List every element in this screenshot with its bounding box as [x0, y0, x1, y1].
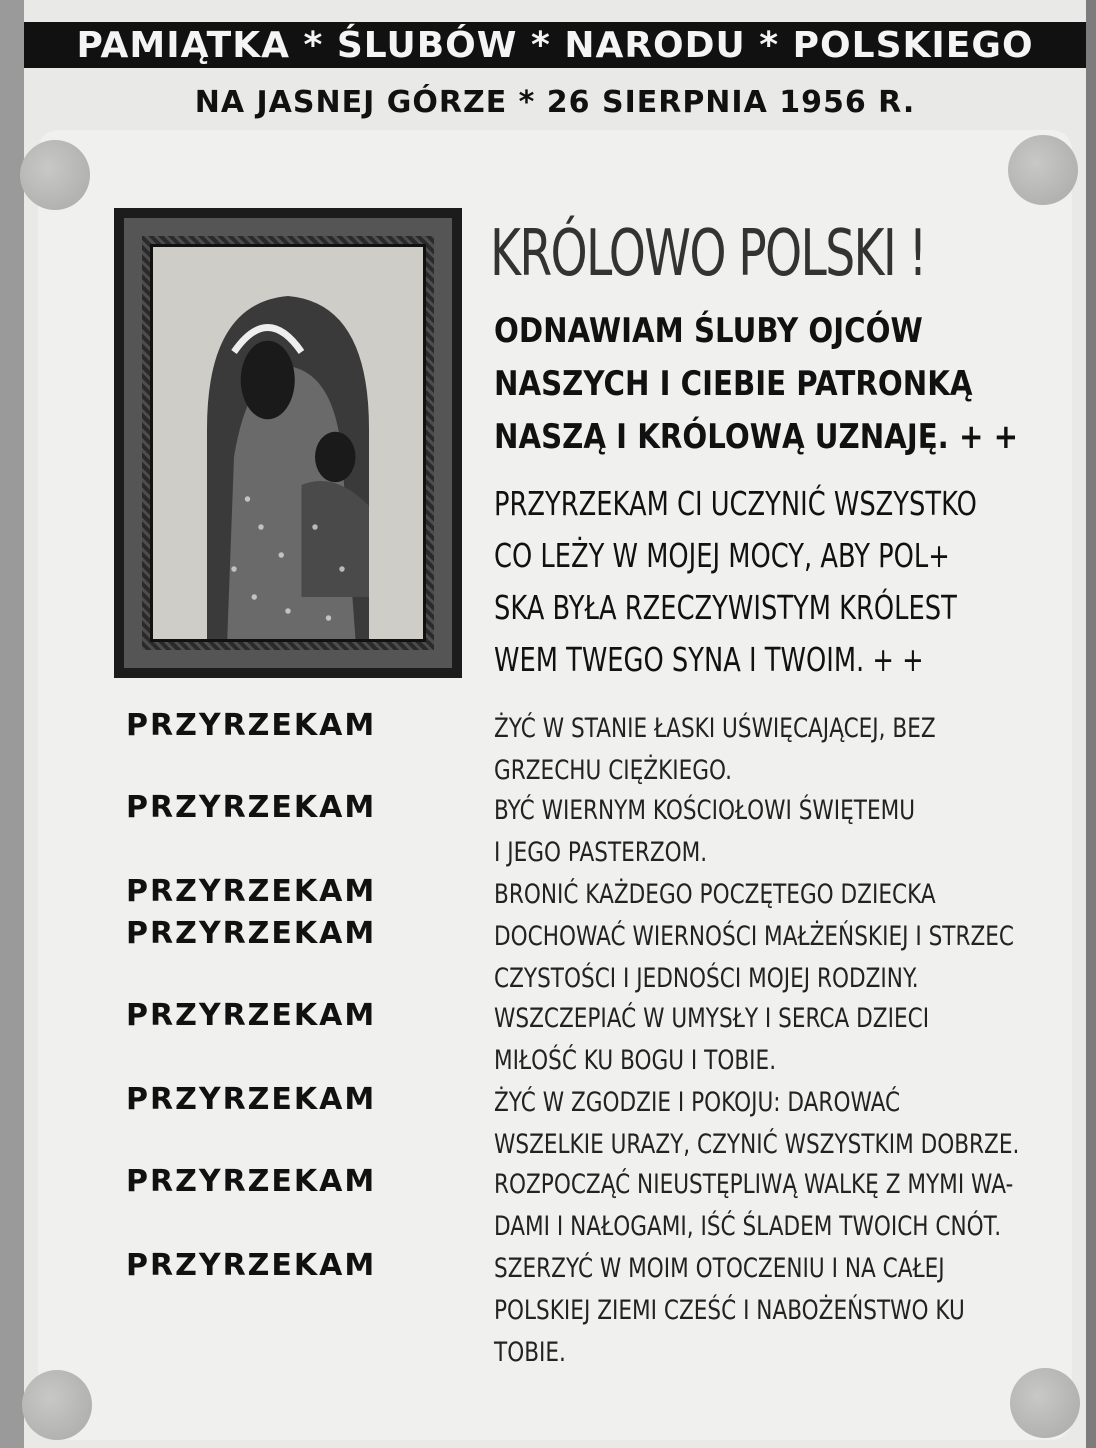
- promise-line: MIŁOŚĆ KU BOGU I TOBIE.: [494, 1045, 777, 1076]
- promise-line: ŻYĆ W ZGODZIE I POKOJU: DAROWAĆ: [494, 1087, 901, 1118]
- promise-keyword: PRZYRZEKAM: [126, 874, 377, 909]
- scroll-curl-bottom-right: [1010, 1368, 1080, 1438]
- scroll-curl-bottom-left: [22, 1370, 92, 1440]
- scroll-curl-top-left: [20, 140, 90, 210]
- icon-painting: [150, 244, 426, 642]
- promise-line: ROZPOCZĄĆ NIEUSTĘPLIWĄ WALKĘ Z MYMI WA-: [494, 1169, 1014, 1200]
- pledge-text: [494, 478, 1054, 686]
- promise-text: [494, 1248, 1014, 1374]
- promise-keyword: PRZYRZEKAM: [126, 790, 377, 825]
- madonna-and-child-icon: [153, 247, 423, 639]
- promise-line: ŻYĆ W STANIE ŁASKI UŚWIĘCAJĄCEJ, BEZ: [494, 713, 936, 744]
- header-subtitle: NA JASNEJ GÓRZE * 26 SIERPNIA 1956 R.: [194, 84, 916, 120]
- promise-line: WSZELKIE URAZY, CZYNIĆ WSZYSTKIM DOBRZE.: [494, 1129, 1020, 1160]
- scroll-curl-top-right: [1008, 135, 1078, 205]
- promise-line: WSZCZEPIAĆ W UMYSŁY I SERCA DZIECI: [494, 1003, 930, 1034]
- icon-ornamental-frame: [124, 218, 452, 668]
- promise-text: [494, 916, 1014, 1000]
- promise-keyword: PRZYRZEKAM: [126, 998, 377, 1033]
- pledge-line: WEM TWEGO SYNA I TWOIM. + +: [494, 640, 924, 679]
- promise-line: I JEGO PASTERZOM.: [494, 837, 708, 868]
- pledge-line: CO LEŻY W MOJEJ MOCY, ABY POL+: [494, 536, 950, 575]
- promise-text: [494, 1082, 1020, 1166]
- header-title: PAMIĄTKA * ŚLUBÓW * NARODU * POLSKIEGO: [24, 22, 1086, 68]
- promise-text: [494, 998, 1014, 1082]
- promise-text: [494, 790, 1014, 874]
- promise-text: [494, 1164, 1014, 1248]
- promise-line: BRONIĆ KAŻDEGO POCZĘTEGO DZIECKA: [494, 879, 936, 910]
- promise-text: [494, 708, 1014, 792]
- renewal-line: NASZĄ I KRÓLOWĄ UZNAJĘ. + +: [494, 417, 1019, 457]
- promise-keyword: PRZYRZEKAM: [126, 1082, 377, 1117]
- promise-keyword: PRZYRZEKAM: [126, 708, 377, 743]
- pledge-line: SKA BYŁA RZECZYWISTYM KRÓLEST: [494, 588, 957, 627]
- promise-line: TOBIE.: [494, 1337, 566, 1368]
- promise-text: [494, 874, 1014, 916]
- invocation-heading: KRÓLOWO POLSKI !: [490, 217, 926, 291]
- promise-line: DOCHOWAĆ WIERNOŚCI MAŁŻEŃSKIEJ I STRZEC: [494, 921, 1015, 952]
- renewal-text: [494, 305, 1054, 464]
- promise-line: SZERZYĆ W MOIM OTOCZENIU I NA CAŁEJ: [494, 1253, 945, 1284]
- madonna-icon-image: [114, 208, 462, 678]
- promise-line: BYĆ WIERNYM KOŚCIOŁOWI ŚWIĘTEMU: [494, 795, 916, 826]
- promise-keyword: PRZYRZEKAM: [126, 1248, 377, 1283]
- promise-line: CZYSTOŚCI I JEDNOŚCI MOJEJ RODZINY.: [494, 963, 919, 994]
- promise-line: POLSKIEJ ZIEMI CZEŚĆ I NABOŻEŃSTWO KU: [494, 1295, 965, 1326]
- promise-keyword: PRZYRZEKAM: [126, 1164, 377, 1199]
- renewal-line: NASZYCH I CIEBIE PATRONKĄ: [494, 364, 973, 404]
- promise-line: GRZECHU CIĘŻKIEGO.: [494, 755, 733, 786]
- promise-keyword: PRZYRZEKAM: [126, 916, 377, 951]
- renewal-line: ODNAWIAM ŚLUBY OJCÓW: [494, 311, 923, 351]
- promise-line: DAMI I NAŁOGAMI, IŚĆ ŚLADEM TWOICH CNÓT.: [494, 1211, 1002, 1242]
- pledge-line: PRZYRZEKAM CI UCZYNIĆ WSZYSTKO: [494, 484, 977, 523]
- page-edge: [1086, 0, 1096, 1448]
